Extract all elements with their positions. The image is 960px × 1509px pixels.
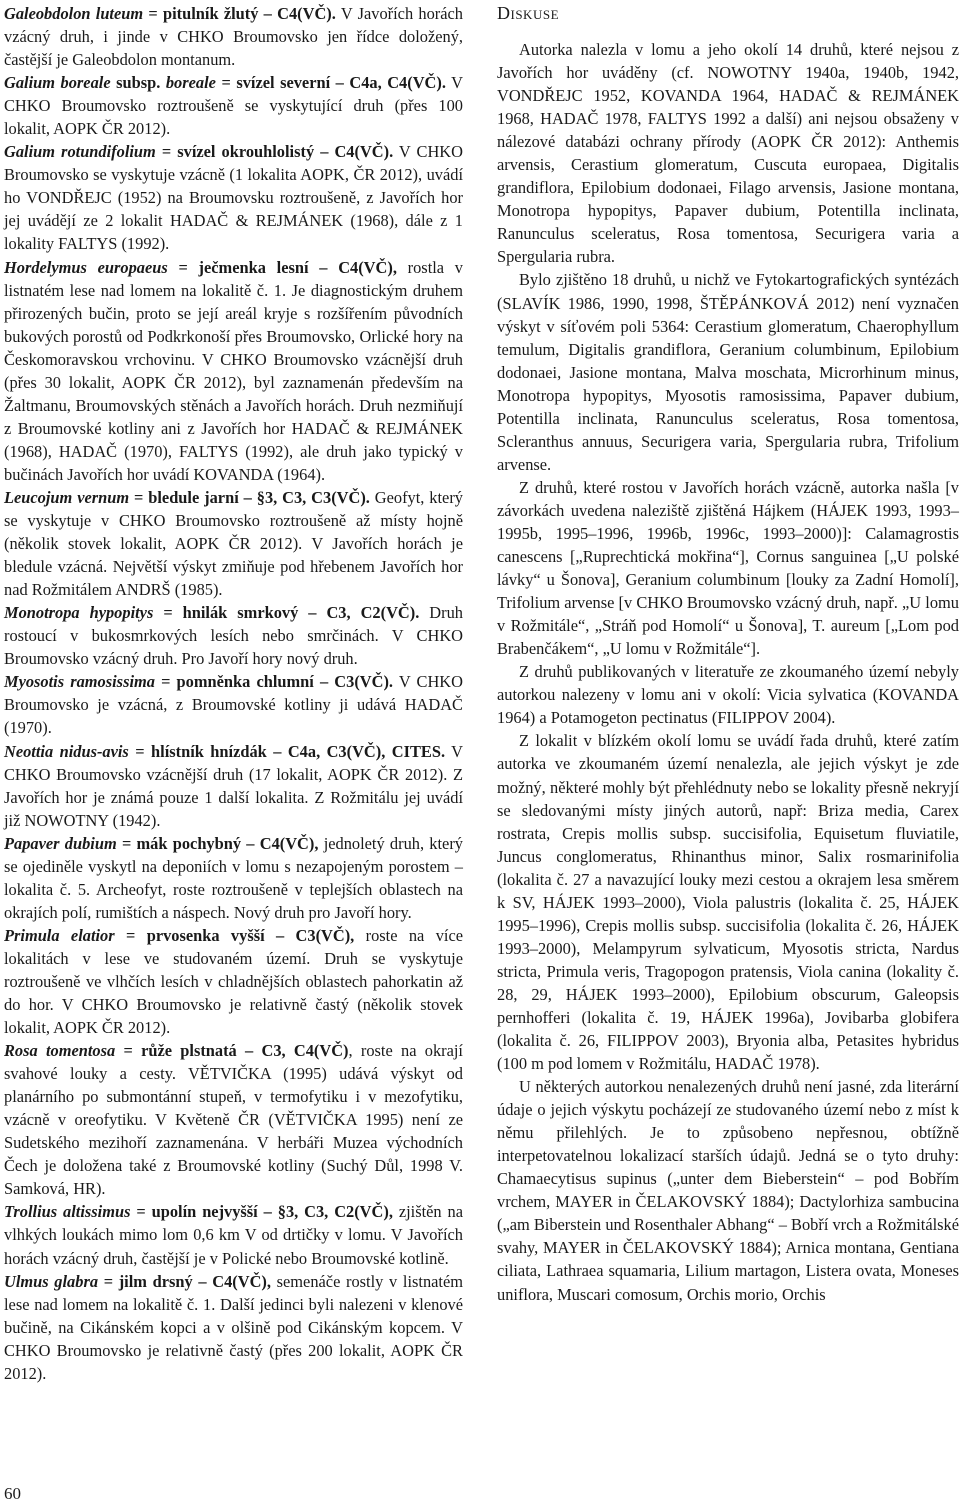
species-name: Galeobdolon luteum <box>4 4 144 23</box>
discussion-paragraph: Z lokalit v blízkém okolí lomu se uvádí řada druhů, které zatím autorka ve zkoumaném území nenalezla, ale jejich výskyt je zde možný, některé mohly být přehlédnuty nebo se lokality přesně nekryjí se sledovanými místy jiných autorů, např: Briza media, Carex rostrata, Crepis mollis subsp. succisifolia, Equisetum fluviatile, Juncus conglomeratus, Rhinanthus minor, Salix rosmarinifolia (lokalita č. 27 a navazující louky mezi cestou a okrajem lesa směrem k SV, HÁJEK 1993–2000), Viola palustris (lokalita č. 25, HÁJEK 1995–1996), Crepis mollis subsp. succisifolia (lokalita č. 26, HÁJEK 1993–2000), Melampyrum sylvaticum, Myosotis stricta, Nardus stricta, Primula veris, Tragopogon pratensis, Viola canina (lokality č. 28, 29, HÁJEK 1993–2000), Epilobium obscurum, Galeopsis pernhofferi (lokalita č. 19, HÁJEK 1996a), Jovibarba globifera (lokalita č. 26, FILIPPOV 2003), Bryonia alba, Petasites hybridus (100 m pod lomem v Rožmitálu, HADAČ 1978). <box>497 731 959 1074</box>
czech-name-status: = hlístník hnízdák – C4a, C3(VČ), CITES. <box>128 741 446 761</box>
page-number: 60 <box>4 1484 21 1503</box>
entry-text: jednoletý druh, který se ojediněle vyskytl na deponiích v lomu s nezapojeným porostem – lokalita č. 5. Archeofyt, roste roztroušeně v teplejších oblastech na okrajích polí, rumištích a náspech. Nový druh pro Javoří hory. <box>4 833 463 922</box>
discussion-paragraph: U některých autorkou nenalezených druhů není jasné, zda literární údaje o jejich výskytu pocházejí ze studovaného území nebo z míst k němu přilehlých. Je to způsobeno nepřesnou, obtížně interpetovatelnou lokalizací starších údajů. Jedná se o tyto druhy: Chamaecytisus supinus („unter dem Bieberstein“ – pod Bobřím vrchem, MAYER in ČELAKOVSKÝ 1884); Dactylorhiza sambucina („am Biberstein und Rosenthaler Abhang“ – Bobří vrch a Rožmitálské svahy, MAYER in ČELAKOVSKÝ 1884); Arnica montana, Gentiana ciliata, Lathraea squamaria, Lilium martagon, Listera ovata, Moneses uniflora, Muscari comosum, Orchis morio, Orchis <box>497 1077 960 1304</box>
species-entry <box>4 1039 463 1200</box>
species-name: Galium rotundifolium <box>4 142 156 162</box>
entry-text: rostla v listnatém lese nad lomem na lokalitě č. 1. Je diagnostickým druhem přirozených bučin, proto se její areál kryje s rozšířením původních bukových porostů od Podkrkonoší přes Broumovsko, Orlické hory na Českomoravskou vrchovinu. V CHKO Broumovsko vzácnější druh (přes 30 lokalit, AOPK ČR 2012), byl zaznamenán především na Žaltmanu, Broumovských stěnách a Javořích horách. Druh nezmiňují z Broumovské kotliny ani z Javořích hor HADAČ & REJMÁNEK (1968), HADAČ (1970), FALTYS (1992), ale druh jako typický v bučinách Javořích hor uvádí KOVANDA (1964). <box>4 257 464 484</box>
czech-name-status: = pomněnka chlumní – C3(VČ). <box>154 672 394 692</box>
entry-text: V CHKO Broumovsko se vyskytuje vzácně (1 lokalita AOPK, ČR 2012), uvádí ho VONDŘEJC (1952) na Broumovsku roztroušeně, z Javořích hor jej uvádějí ze 2 lokalit HADAČ & REJMÁNEK (1968), dále z 1 lokality FALTYS (1992). <box>4 142 463 254</box>
czech-name-status: = hnilák smrkový – C3, C2(VČ). <box>153 603 420 623</box>
entry-text: Geofyt, který se vyskytuje v CHKO Broumovsko roztroušeně až místy hojně (několik stovek lokalit, AOPK ČR 2012). V Javořích horách je bledule vzácná. Největší výskyt zmiňuje pod hřebenem Javořích hor nad Rožmitálem ANDRŠ (1985). <box>4 487 463 600</box>
czech-name-status: = pitulník žlutý – C4(VČ). <box>143 4 336 23</box>
species-name: Trollius altissimus <box>4 1202 131 1222</box>
section-heading: Diskuse <box>497 3 560 23</box>
entry-text: zjištěn na vlhkých loukách mimo lom 0,6 km V od drtičky v lomu. V Javořích horách vzácný druh, častější je v Polické nebo Broumovské kotlině. <box>4 1202 463 1268</box>
species-entry <box>4 256 463 486</box>
entry-text: V Javořích horách vzácný druh, i jinde v CHKO Broumovsko jen řídce doložený, častější je Galeobdolon montanum. <box>4 4 463 70</box>
species-name: Neottia nidus-avis <box>4 741 129 761</box>
species-name: Ulmus glabra <box>4 1271 99 1291</box>
species-name: Hordelymus europaeus <box>4 257 168 277</box>
czech-name-status: = upolín nejvyšší – §3, C3, C2(VČ), <box>130 1202 393 1222</box>
species-entry <box>4 486 463 601</box>
discussion-paragraph: Bylo zjištěno 18 druhů, u nichž ve Fytokartografických syntézách (SLAVÍK 1986, 1990, 1998, ŠTĚPÁNKOVÁ 2012) není vyznačen výskyt v síťovém poli 5364: Cerastium glomeratum, Chaerophyllum temulum, Digitalis grandiflora, Geranium columbinum, Epilobium dodonaei, Jasione montana, Malva moschata, Microrhinum minus, Monotropa hypopitys, Myosotis ramosissima, Papaver dubium, Potentilla inclinata, Ranunculus sceleratus, Rosa tomentosa, Scleranthus annuus, Securigera varia, Spergularia rubra, Trifolium arvense. <box>497 270 959 474</box>
species-name: Galium boreale <box>4 73 111 93</box>
species-name: Leucojum vernum <box>4 487 130 507</box>
entry-text: semenáče rostly v listnatém lese nad lomem na lokalitě č. 1. Další jedinci byli nalezeni v klenové bučině, na Cikánském kopci a v olšině pod Cikánským kopcem. V CHKO Broumovsko je relativně častý (přes 200 lokalit, AOPK ČR 2012). <box>4 1271 463 1383</box>
discussion-paragraph: Z druhů publikovaných v literatuře ze zkoumaného území nebyly autorkou nalezeny v lomu ani v okolí: Vicia sylvatica (KOVANDA 1964) a Potamogeton pectinatus (FILIPPOV 2004). <box>497 662 959 728</box>
species-entry <box>4 832 463 924</box>
entry-text: roste na více lokalitách v lese ve studovaném území. Druh se vyskytuje roztroušeně ve vlhčích lesích v chladnějších oblastech pahorkatin až do hor. V CHKO Broumovsko je relativně častý (několik stovek lokalit, AOPK ČR 2012). <box>4 925 463 1038</box>
species-entry <box>4 2 463 71</box>
czech-name-status: = bledule jarní – §3, C3, C3(VČ). <box>129 487 370 507</box>
species-entry <box>4 924 463 1039</box>
species-entry <box>4 1200 463 1269</box>
entry-text: Druh rostoucí v bukosmrkových lesích nebo smrčinách. V CHKO Broumovsko vzácný druh. Pro Javoří hory nový druh. <box>4 603 463 669</box>
czech-name-status: = mák pochybný – C4(VČ), <box>116 833 319 853</box>
right-column <box>497 2 959 1306</box>
subspecies-name: boreale <box>165 73 216 93</box>
species-name: Primula elatior <box>4 925 115 945</box>
species-name: Myosotis ramosissima <box>4 672 155 692</box>
subspecies-label: subsp. <box>110 73 166 93</box>
species-entry <box>4 670 463 739</box>
czech-name-status: = prvosenka vyšší – C3(VČ), <box>114 925 355 945</box>
left-column <box>4 2 463 1385</box>
discussion-paragraph: Z druhů, které rostou v Javořích horách vzácně, autorka našla [v závorkách uvedena naleziště zjištěná Hájkem (HÁJEK 1993, 1993–1995b, 1995–1996, 1996b, 1996c, 1993–2000)]: Calamagrostis canescens [„Ruprechtická mokřina“], Cornus sanguinea [„U polské lávky“ u Šonova], Geranium columbinum [louky za Zadní Homolí], Trifolium arvense [v CHKO Broumovsko vzácný druh, např. „U lomu v Rožmitále“, „Stráň pod Homolí“ u Šonova], T. aureum [„Lom pod Brabenčákem“, „U lomu v Rožmitále“]. <box>497 477 959 659</box>
species-name: Papaver dubium <box>4 833 117 853</box>
discussion-paragraph: Autorka nalezla v lomu a jeho okolí 14 druhů, které nejsou z Javořích hor uváděny (cf. NOWOTNY 1940a, 1940b, 1942, VONDŘEJC 1952, KOVANDA 1964, HADAČ & REJMÁNEK 1968, HADAČ 1978, FALTYS 1992 a další) ani nejsou obsaženy v nálezové databázi ochrany přírody (AOPK ČR 2012): Anthemis arvensis, Cerastium glomeratum, Cuscuta europaea, Digitalis grandiflora, Epilobium dodonaei, Filago arvensis, Jasione montana, Monotropa hypopitys, Papaver dubium, Potentilla inclinata, Ranunculus sceleratus, Rosa tomentosa, Securigera varia a Spergularia rubra. <box>497 40 959 267</box>
entry-text: , roste na okrají svahové louky a cesty. VĚTVIČKA (1995) udává výskyt od planárního po submontánní stupeň, v termofytiku i v mezofytiku, vzácně v oreofytiku. V Květeně ČR (VĚTVIČKA 1995) není ze Sudetského mezihoří zaznamenána. V herbáři Muzea východních Čech je doložena také z Broumovské kotliny (Suchý Důl, 1998 V. Samková, HR). <box>4 1041 463 1199</box>
species-entry <box>4 601 463 670</box>
species-name: Rosa tomentosa <box>4 1041 116 1061</box>
entry-text: V CHKO Broumovsko je vzácná, z Broumovské kotliny ji udává HADAČ (1970). <box>4 672 463 738</box>
czech-name-status: = svízel okrouhlolistý – C4(VČ). <box>155 142 394 162</box>
czech-name-status: = jilm drsný – C4(VČ), <box>98 1271 271 1291</box>
species-entry <box>4 740 463 832</box>
czech-name-status: = ječmenka lesní – C4(VČ), <box>167 257 397 277</box>
czech-name-status: = růže plstnatá – C3, C4(VČ) <box>115 1041 349 1061</box>
species-entry <box>4 71 463 140</box>
species-entry <box>4 1270 463 1385</box>
czech-name-status: = svízel severní – C4a, C4(VČ). <box>215 73 446 93</box>
species-entry <box>4 140 463 255</box>
entry-text: V CHKO Broumovsko vzácnější druh (17 lokalit, AOPK ČR 2012). Z Javořích hor je známá pouze 1 další lokalita. Z Rožmitálu jej uvádí již NOWOTNY (1942). <box>4 741 464 830</box>
entry-text: V CHKO Broumovsko roztroušeně se vyskytující druh (přes 100 lokalit, AOPK ČR 2012). <box>4 73 464 139</box>
species-name: Monotropa hypopitys <box>4 603 154 623</box>
